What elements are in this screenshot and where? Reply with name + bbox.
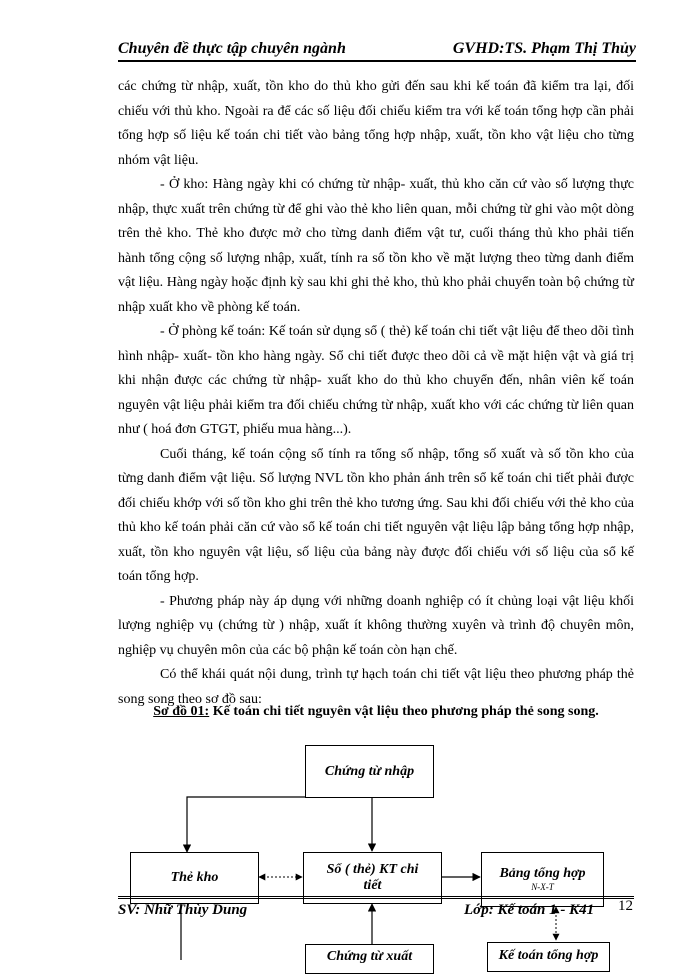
- box-label: Bảng tổng hợp: [499, 866, 586, 881]
- paragraph: - Ở phòng kế toán: Kế toán sử dụng sổ ( thẻ) kế toán chi tiết vật liệu để theo dõi tình hình nhập- xuất- tồn kho hàng ngày. Sổ chi tiết được theo dõi cả về mặt hiện vật và giá trị khi nhận được các chứng từ nhập- xuất kho do thủ kho chuyển đến, nhân viên kế toán nguyên vật liệu phải kiểm tra đối chiếu chứng từ nhập, xuất kho với các chứng từ liên quan như ( hoá đơn GTGT, phiếu mua hàng...).: [118, 324, 634, 437]
- arrow-nhap-to-the-kho: [187, 797, 305, 852]
- header-advisor: GVHD:TS. Phạm Thị Thủy: [452, 40, 636, 57]
- caption-text: Kế toán chi tiết nguyên vật liệu theo phương pháp thẻ song song.: [209, 704, 599, 719]
- box-label: Chứng từ nhập: [324, 763, 415, 779]
- header-title: Chuyên đề thực tập chuyên ngành: [118, 40, 346, 57]
- paragraph: Có thể khái quát nội dung, trình tự hạch toán chi tiết vật liệu theo phương pháp thẻ song song theo sơ đồ sau:: [118, 667, 634, 707]
- box-chung-tu-nhap: [305, 745, 434, 798]
- paragraph: - Ở kho: Hàng ngày khi có chứng từ nhập- xuất, thủ kho căn cứ vào số lượng thực nhập, thực xuất trên chứng từ để ghi vào thẻ kho liên quan, mỗi chứng từ ghi vào một dòng trên thẻ kho. Thẻ kho được mở cho từng danh điểm vật tư, cuối tháng thủ kho phải tiến hành tổng cộng số lượng nhập, xuất, tính ra số tồn kho về mặt lượng theo từng danh điểm vật liệu. Hàng ngày hoặc định kỳ sau khi ghi thẻ kho, thủ kho phải chuyển toàn bộ chứng từ nhập xuất kho về phòng kế toán.: [118, 177, 634, 315]
- footer-rule: [118, 896, 634, 899]
- box-sublabel: N-X-T: [531, 882, 554, 892]
- caption-label: Sơ đồ 01:: [153, 704, 210, 719]
- box-label-line1: Sổ ( thẻ) KT chi: [326, 862, 419, 877]
- box-label-line2: tiết: [363, 878, 382, 893]
- box-label: Chứng từ xuất: [326, 949, 413, 964]
- box-chung-tu-xuat: [305, 944, 434, 974]
- footer-class: Lớp: Kế toán 1 - K41: [464, 902, 595, 918]
- page-number: 12: [618, 898, 633, 914]
- paragraph: Cuối tháng, kế toán cộng sổ tính ra tổng số nhập, tổng số xuất và số tồn kho của từng danh điểm vật liệu. Số lượng NVL tồn kho phản ánh trên sổ kế toán chi tiết phải được đối chiếu khớp với số tồn kho ghi trên thẻ kho tương ứng. Sau khi đối chiếu với thẻ kho của thủ kho kế toán phải căn cứ vào sổ kế toán chi tiết nguyên vật liệu lập bảng tổng hợp nhập, xuất, tồn kho nguyên vật liệu, số liệu của bảng này được đối chiếu với số liệu của sổ kế toán tổng hợp.: [118, 446, 634, 584]
- box-ke-toan-tong-hop: [487, 942, 610, 972]
- footer-student: SV: Nhữ Thùy Dung: [118, 902, 248, 918]
- paragraph: - Phương pháp này áp dụng với những doanh nghiệp có ít chủng loại vật liệu khối lượng nghiệp vụ (chứng từ ) nhập, xuất ít không thường xuyên và trình độ chuyên môn, nghiệp vụ chuyên môn của các bộ phận kế toán còn hạn chế.: [118, 593, 634, 658]
- box-label: Kế toán tổng hợp: [498, 948, 599, 963]
- box-label: Thẻ kho: [170, 870, 219, 885]
- paragraph: các chứng từ nhập, xuất, tồn kho do thủ kho gửi đến sau khi kế toán đã kiểm tra lại, đối chiếu với thủ kho. Ngoài ra để các số liệu đối chiếu kiểm tra với kế toán tổng hợp cần phải tổng hợp số liệu kế toán chi tiết vào bảng tổng hợp nhập, xuất, tồn kho vật liệu cho từng nhóm vật liệu.: [118, 79, 634, 168]
